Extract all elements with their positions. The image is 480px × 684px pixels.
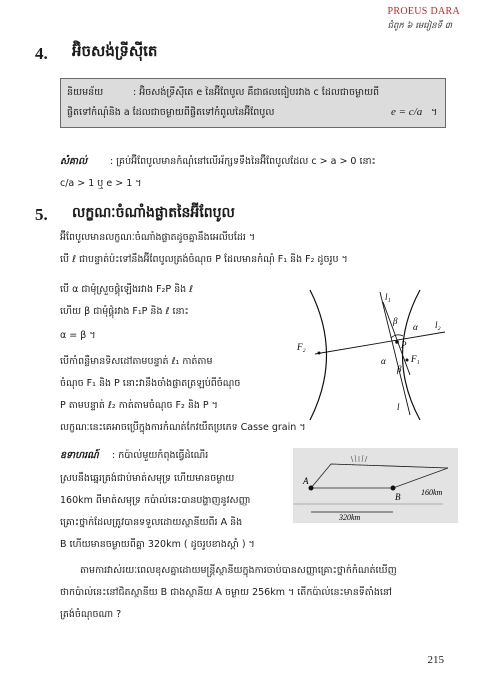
ray-line-l2 [315,332,445,354]
label-f1: F₁ [411,354,420,364]
label-l2: l₂ [435,320,441,330]
definition-box [60,78,446,128]
example-line: 160km ពីមាត់សមុទ្រ កប៉ាល់នេះបានបង្ហាញនូវសញ្ញា [60,495,251,506]
hyperbola-left-branch [310,290,327,420]
eccentricity-formula: e = c/a [391,106,423,118]
note-line-1: : គ្រប់អ៊ីពែបូលមានកំណុំនៅលើអ័ក្សទទឹងនៃអ៊ីពែបូលដែល c > a > 0 នោះ [110,156,376,167]
label-alpha: α [381,356,386,366]
body-line: អ៊ីពែបូលមានលក្ខណៈចំណាំងផ្លាតដូចគ្នានឹងអេលីបដែរ ។ [60,232,256,243]
label-distance-ab: 320km [339,513,361,522]
tangent-line-l [380,292,410,415]
station-a [309,486,314,491]
definition-label: និយមន័យ [67,87,104,98]
definition-line-1: : អ៊ិចសង់ទ្រីស៊ីតេ e នៃអ៊ីពែបូល គឺជាផលធៀបរវាង c ដែលជាចម្ងាយពី [133,87,380,98]
label-station-b: B [395,492,401,502]
page-number: 215 [427,654,444,666]
body-line: លក្ខណៈនេះគេអាចប្រើក្នុងការកំណត់កែវយឹតប្រភេទ Casse grain ។ [60,422,306,433]
section-4-title: អ៊ិចសង់ទ្រីស៊ីតេ [72,42,158,60]
label-beta: β [393,316,398,326]
note-line-2: c/a > 1 ឬ e > 1 ។ [60,178,142,189]
label-ship-distance: 160km [421,488,443,497]
chapter-label: ជំពូក ៦ មេរៀនទី ៣ [387,21,452,31]
label-station-a: A [303,476,309,486]
section-4-number: 4. [35,44,48,63]
example-label: ឧទាហរណ៍ [60,450,99,461]
body-line: បើកាំពន្លឺមានទិសដៅតាមបន្ទាត់ ℓ₁ កាត់តាម [60,356,213,367]
note-label: សំគាល់ [60,156,88,167]
brand-name: PROEUS DARA [387,6,460,17]
station-b [391,486,396,491]
section-5-number: 5. [35,205,48,224]
body-line: ចំណុច F₁ និង P នោះវានឹងចាំងផ្លាតត្រឡប់ពីចំណុច [60,378,241,389]
label-l: l [397,402,400,412]
hyperbola-reflection-figure [285,280,455,430]
example-line: តាមការវាស់រយៈពេលខុសគ្នាដោយមន្ត្រីស្ថានីយក្នុងការចាប់បានសញ្ញាគ្រោះថ្នាក់កំណត់ឃើញ [80,565,397,576]
angle-arc [391,335,403,338]
point-f1 [406,359,409,362]
label-beta: β [397,364,402,374]
body-line: បើ α ជាមុំស្រួចផ្គុំឡើងរវាង F₂P និង ℓ [60,284,194,295]
point-f2 [318,352,321,355]
example-line: : កប៉ាល់មួយកំពុងធ្វើដំណើរ [112,450,209,461]
point-p [395,340,399,344]
example-line: គ្រោះថ្នាក់ដែលត្រូវបានទទួលដោយស្ថានីយពីរ A និង [60,517,243,528]
label-p: P [401,340,407,350]
body-line: បើ ℓ ជាបន្ទាត់ប៉ះទៅនឹងអ៊ីពែបូលត្រង់ចំណុច P ដែលមានកំណុំ F₁ និង F₂ ដូចរូប ។ [60,254,348,265]
example-line: B ហើយមានចម្ងាយពីគ្នា 320km ( ដូចរូបខាងស្តាំ ) ។ [60,539,255,550]
period-mark: ។ [431,107,438,118]
body-line: ហើយ β ជាមុំផ្គុំរវាង F₁P និង ℓ នោះ [60,306,189,317]
example-line: ថាកប៉ាល់នេះនៅជិតស្ថានីយ B ជាងស្ថានីយ A ចម្ងាយ 256km ។ តើកប៉ាល់នេះមានទីតាំងនៅ [60,587,392,598]
definition-line-2: ផ្ចិតទៅកំណុំនិង a ដែលជាចម្ងាយពីផ្ចិតទៅកំពូលនៃអ៊ីពែបូល [67,107,275,118]
label-f2: F₂ [297,342,306,352]
section-5-title: លក្ខណៈចំណាំងផ្លាតនៃអ៊ីពែបូល [72,205,235,221]
example-line: ស្របនឹងឆ្នេរត្រង់ជាប់មាត់សមុទ្រ ហើយមានចម្ងាយ [60,473,235,484]
label-alpha: α [413,322,418,332]
body-line: P តាមបន្ទាត់ ℓ₂ កាត់តាមចំណុច F₂ និង P ។ [60,400,218,411]
ship-stations-figure [293,448,458,523]
example-line: ត្រង់ចំណុចណា ? [60,609,122,620]
label-l1: l₁ [385,292,391,302]
body-line: α = β ។ [60,330,96,341]
